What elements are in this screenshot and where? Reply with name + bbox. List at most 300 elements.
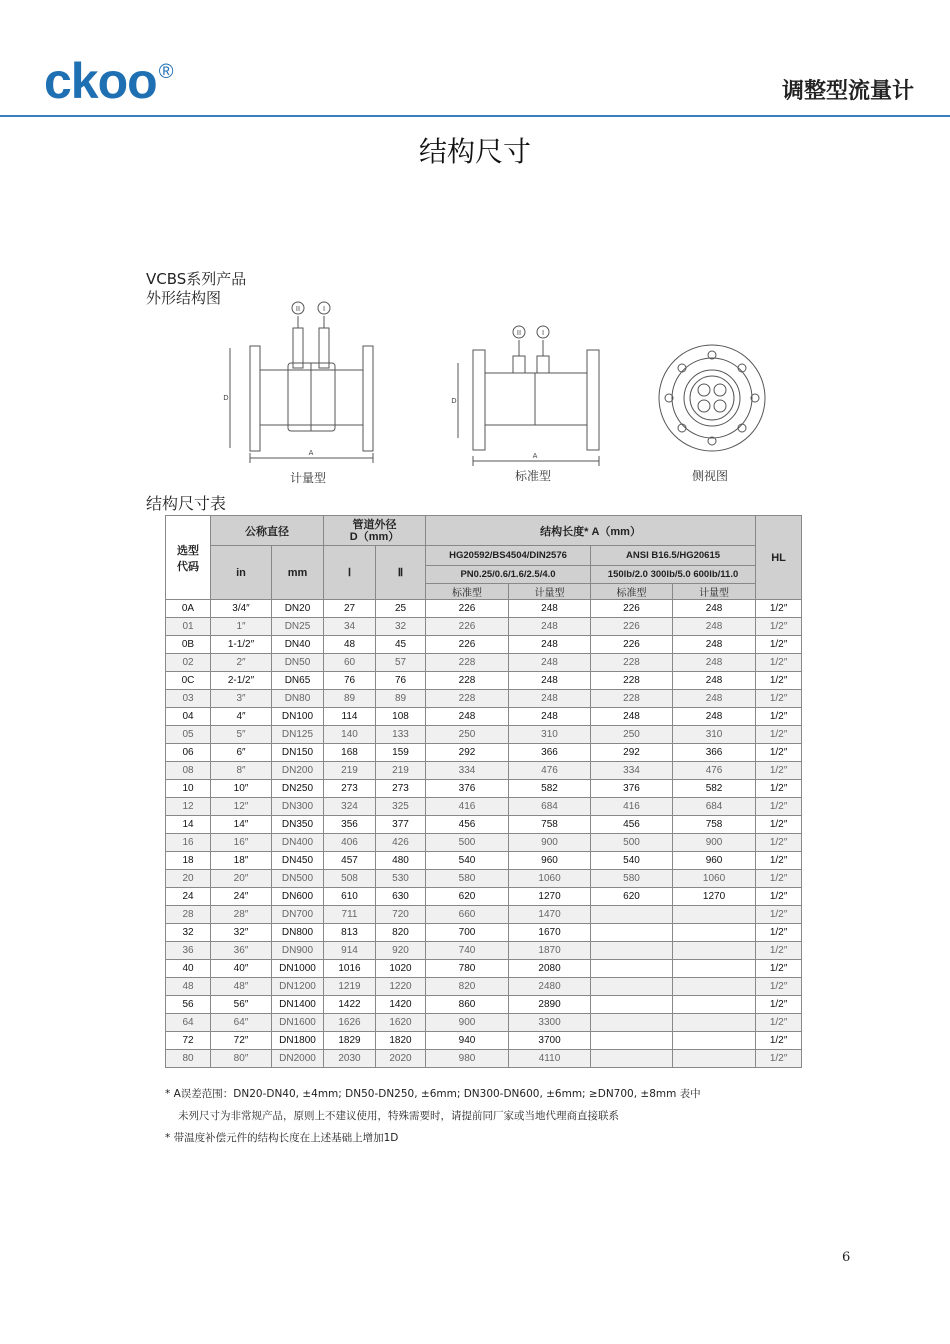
table-row <box>166 960 802 978</box>
cell-std-standard: 780 <box>426 960 509 978</box>
cell-ansi-metering: 960 <box>673 852 756 870</box>
cell-in: 36″ <box>211 942 272 960</box>
cell-in: 40″ <box>211 960 272 978</box>
cell-od-1: 457 <box>324 852 376 870</box>
brand-name: ckoo <box>44 53 157 109</box>
cell-in: 16″ <box>211 834 272 852</box>
cell-code: 06 <box>166 744 211 762</box>
cell-ansi-standard <box>591 978 673 996</box>
cell-std-metering: 476 <box>509 762 591 780</box>
cell-ansi-standard: 248 <box>591 708 673 726</box>
cell-od-2: 1820 <box>376 1032 426 1050</box>
cell-in: 28″ <box>211 906 272 924</box>
table-row <box>166 1032 802 1050</box>
cell-hl: 1/2″ <box>756 762 802 780</box>
cell-mm: DN1400 <box>272 996 324 1014</box>
cell-od-2: 159 <box>376 744 426 762</box>
cell-ansi-standard <box>591 1050 673 1068</box>
cell-std-standard: 456 <box>426 816 509 834</box>
cell-code: 04 <box>166 708 211 726</box>
standard-caption: 标准型 <box>515 469 552 483</box>
standard-type-diagram <box>458 326 599 466</box>
cell-od-1: 60 <box>324 654 376 672</box>
cell-ansi-metering <box>673 960 756 978</box>
cell-ansi-metering: 248 <box>673 600 756 618</box>
cell-ansi-metering: 476 <box>673 762 756 780</box>
cell-ansi-standard: 416 <box>591 798 673 816</box>
cell-ansi-standard: 226 <box>591 636 673 654</box>
note-nonstandard: 未列尺寸为非常规产品，原则上不建议使用，特殊需要时，请提前同厂家或当地代理商直接联系 <box>178 1110 619 1122</box>
cell-hl: 1/2″ <box>756 960 802 978</box>
port-label-i-standard: I <box>541 329 545 337</box>
cell-ansi-metering: 248 <box>673 654 756 672</box>
cell-in: 20″ <box>211 870 272 888</box>
cell-od-2: 32 <box>376 618 426 636</box>
cell-code: 24 <box>166 888 211 906</box>
cell-code: 0B <box>166 636 211 654</box>
cell-od-2: 1420 <box>376 996 426 1014</box>
cell-od-2: 89 <box>376 690 426 708</box>
table-row <box>166 726 802 744</box>
cell-hl: 1/2″ <box>756 654 802 672</box>
cell-std-metering: 1670 <box>509 924 591 942</box>
cell-od-2: 1620 <box>376 1014 426 1032</box>
cell-mm: DN700 <box>272 906 324 924</box>
cell-ansi-standard: 580 <box>591 870 673 888</box>
dimension-table-body <box>166 600 802 1068</box>
header-in: in <box>211 546 272 600</box>
cell-std-standard: 940 <box>426 1032 509 1050</box>
dim-a-metering: A <box>308 449 314 457</box>
cell-od-1: 914 <box>324 942 376 960</box>
cell-od-2: 219 <box>376 762 426 780</box>
structure-diagrams <box>215 298 775 488</box>
cell-in: 2″ <box>211 654 272 672</box>
cell-code: 03 <box>166 690 211 708</box>
cell-od-2: 630 <box>376 888 426 906</box>
cell-od-1: 76 <box>324 672 376 690</box>
cell-std-metering: 582 <box>509 780 591 798</box>
table-row <box>166 924 802 942</box>
cell-od-1: 1422 <box>324 996 376 1014</box>
cell-std-metering: 248 <box>509 600 591 618</box>
cell-std-metering: 366 <box>509 744 591 762</box>
cell-od-2: 720 <box>376 906 426 924</box>
cell-in: 56″ <box>211 996 272 1014</box>
cell-od-2: 76 <box>376 672 426 690</box>
header-metering-2: 计量型 <box>673 584 756 600</box>
cell-std-metering: 310 <box>509 726 591 744</box>
cell-ansi-standard <box>591 942 673 960</box>
cell-code: 10 <box>166 780 211 798</box>
cell-od-1: 140 <box>324 726 376 744</box>
side-view-caption: 侧视图 <box>692 469 729 483</box>
header-hl: HL <box>756 516 802 600</box>
cell-hl: 1/2″ <box>756 672 802 690</box>
cell-in: 18″ <box>211 852 272 870</box>
cell-hl: 1/2″ <box>756 870 802 888</box>
cell-in: 72″ <box>211 1032 272 1050</box>
metering-caption: 计量型 <box>290 471 327 485</box>
cell-std-metering: 248 <box>509 618 591 636</box>
cell-hl: 1/2″ <box>756 978 802 996</box>
cell-ansi-metering: 582 <box>673 780 756 798</box>
cell-code: 40 <box>166 960 211 978</box>
cell-in: 12″ <box>211 798 272 816</box>
cell-std-standard: 226 <box>426 636 509 654</box>
cell-std-metering: 758 <box>509 816 591 834</box>
header-std-group-2: ANSI B16.5/HG20615 <box>591 546 756 566</box>
cell-std-metering: 3300 <box>509 1014 591 1032</box>
cell-mm: DN150 <box>272 744 324 762</box>
cell-od-1: 508 <box>324 870 376 888</box>
header-nominal: 公称直径 <box>211 516 324 546</box>
cell-od-1: 168 <box>324 744 376 762</box>
cell-od-1: 1016 <box>324 960 376 978</box>
cell-std-standard: 620 <box>426 888 509 906</box>
cell-code: 72 <box>166 1032 211 1050</box>
cell-std-standard: 740 <box>426 942 509 960</box>
cell-od-2: 325 <box>376 798 426 816</box>
cell-hl: 1/2″ <box>756 1050 802 1068</box>
cell-mm: DN125 <box>272 726 324 744</box>
header-od-2: Ⅱ <box>376 546 426 600</box>
cell-ansi-metering: 248 <box>673 690 756 708</box>
cell-od-1: 1219 <box>324 978 376 996</box>
header-std-group-2-sub: 150lb/2.0 300lb/5.0 600lb/11.0 <box>591 566 756 584</box>
cell-hl: 1/2″ <box>756 708 802 726</box>
port-label-i-metering: I <box>322 305 326 313</box>
cell-hl: 1/2″ <box>756 618 802 636</box>
cell-od-2: 820 <box>376 924 426 942</box>
registered-mark: ® <box>158 61 173 83</box>
header-standard-2: 标准型 <box>591 584 673 600</box>
header-divider <box>0 115 950 117</box>
cell-std-standard: 376 <box>426 780 509 798</box>
cell-in: 32″ <box>211 924 272 942</box>
cell-mm: DN1800 <box>272 1032 324 1050</box>
header-standard-1: 标准型 <box>426 584 509 600</box>
cell-std-metering: 248 <box>509 690 591 708</box>
cell-mm: DN80 <box>272 690 324 708</box>
cell-std-metering: 1470 <box>509 906 591 924</box>
cell-hl: 1/2″ <box>756 798 802 816</box>
cell-ansi-metering: 1270 <box>673 888 756 906</box>
cell-ansi-metering: 366 <box>673 744 756 762</box>
cell-code: 16 <box>166 834 211 852</box>
cell-std-standard: 580 <box>426 870 509 888</box>
cell-ansi-metering: 758 <box>673 816 756 834</box>
cell-ansi-standard: 228 <box>591 672 673 690</box>
series-line-1: VCBS系列产品 <box>146 270 247 288</box>
cell-hl: 1/2″ <box>756 906 802 924</box>
cell-std-standard: 228 <box>426 654 509 672</box>
cell-mm: DN50 <box>272 654 324 672</box>
cell-std-standard: 226 <box>426 600 509 618</box>
cell-od-1: 406 <box>324 834 376 852</box>
cell-ansi-standard: 226 <box>591 618 673 636</box>
dim-a-standard: A <box>532 452 538 460</box>
cell-in: 14″ <box>211 816 272 834</box>
cell-mm: DN250 <box>272 780 324 798</box>
table-row <box>166 888 802 906</box>
header-std-group-1: HG20592/BS4504/DIN2576 <box>426 546 591 566</box>
cell-mm: DN1600 <box>272 1014 324 1032</box>
cell-od-2: 108 <box>376 708 426 726</box>
cell-ansi-standard <box>591 1032 673 1050</box>
cell-std-standard: 292 <box>426 744 509 762</box>
cell-code: 12 <box>166 798 211 816</box>
cell-hl: 1/2″ <box>756 636 802 654</box>
port-label-ii-metering: II <box>295 305 301 313</box>
cell-std-metering: 1270 <box>509 888 591 906</box>
cell-od-2: 1220 <box>376 978 426 996</box>
table-row <box>166 654 802 672</box>
cell-od-2: 2020 <box>376 1050 426 1068</box>
cell-std-standard: 250 <box>426 726 509 744</box>
cell-od-2: 377 <box>376 816 426 834</box>
cell-ansi-standard: 376 <box>591 780 673 798</box>
cell-ansi-standard: 228 <box>591 654 673 672</box>
cell-ansi-metering: 900 <box>673 834 756 852</box>
cell-code: 48 <box>166 978 211 996</box>
cell-in: 5″ <box>211 726 272 744</box>
cell-ansi-metering <box>673 1014 756 1032</box>
table-row <box>166 708 802 726</box>
cell-ansi-standard: 540 <box>591 852 673 870</box>
header-pipe-od: 管道外径 D（mm） <box>324 516 426 546</box>
cell-mm: DN20 <box>272 600 324 618</box>
cell-std-standard: 226 <box>426 618 509 636</box>
port-label-ii-standard: II <box>516 329 522 337</box>
cell-ansi-standard <box>591 906 673 924</box>
cell-code: 64 <box>166 1014 211 1032</box>
cell-mm: DN1000 <box>272 960 324 978</box>
cell-std-standard: 416 <box>426 798 509 816</box>
cell-ansi-metering <box>673 1032 756 1050</box>
cell-od-1: 27 <box>324 600 376 618</box>
cell-std-standard: 334 <box>426 762 509 780</box>
cell-std-metering: 1870 <box>509 942 591 960</box>
cell-in: 4″ <box>211 708 272 726</box>
table-row <box>166 978 802 996</box>
cell-std-metering: 2890 <box>509 996 591 1014</box>
cell-std-standard: 820 <box>426 978 509 996</box>
cell-ansi-metering <box>673 1050 756 1068</box>
cell-std-metering: 4110 <box>509 1050 591 1068</box>
cell-od-1: 356 <box>324 816 376 834</box>
cell-code: 14 <box>166 816 211 834</box>
cell-mm: DN200 <box>272 762 324 780</box>
cell-ansi-metering: 1060 <box>673 870 756 888</box>
cell-od-2: 133 <box>376 726 426 744</box>
cell-od-1: 813 <box>324 924 376 942</box>
cell-od-2: 426 <box>376 834 426 852</box>
cell-ansi-metering: 248 <box>673 636 756 654</box>
table-row <box>166 690 802 708</box>
cell-std-metering: 248 <box>509 636 591 654</box>
cell-code: 36 <box>166 942 211 960</box>
cell-od-1: 711 <box>324 906 376 924</box>
cell-in: 8″ <box>211 762 272 780</box>
cell-hl: 1/2″ <box>756 942 802 960</box>
cell-od-1: 2030 <box>324 1050 376 1068</box>
cell-ansi-standard: 334 <box>591 762 673 780</box>
header-mm: mm <box>272 546 324 600</box>
table-row <box>166 618 802 636</box>
page-title: 结构尺寸 <box>418 135 531 168</box>
cell-ansi-metering <box>673 924 756 942</box>
cell-std-metering: 900 <box>509 834 591 852</box>
series-line-2: 外形结构图 <box>146 289 222 307</box>
cell-code: 56 <box>166 996 211 1014</box>
cell-std-metering: 684 <box>509 798 591 816</box>
cell-code: 05 <box>166 726 211 744</box>
cell-hl: 1/2″ <box>756 816 802 834</box>
cell-mm: DN40 <box>272 636 324 654</box>
cell-od-1: 610 <box>324 888 376 906</box>
cell-hl: 1/2″ <box>756 924 802 942</box>
cell-hl: 1/2″ <box>756 888 802 906</box>
table-row <box>166 1014 802 1032</box>
cell-std-metering: 2480 <box>509 978 591 996</box>
cell-ansi-standard: 228 <box>591 690 673 708</box>
cell-std-standard: 248 <box>426 708 509 726</box>
cell-od-2: 530 <box>376 870 426 888</box>
table-row <box>166 996 802 1014</box>
cell-std-standard: 700 <box>426 924 509 942</box>
table-row <box>166 942 802 960</box>
cell-code: 01 <box>166 618 211 636</box>
cell-code: 02 <box>166 654 211 672</box>
cell-ansi-metering <box>673 996 756 1014</box>
cell-ansi-standard: 620 <box>591 888 673 906</box>
cell-ansi-standard: 226 <box>591 600 673 618</box>
table-row <box>166 762 802 780</box>
table-row <box>166 870 802 888</box>
cell-code: 80 <box>166 1050 211 1068</box>
cell-hl: 1/2″ <box>756 600 802 618</box>
cell-hl: 1/2″ <box>756 690 802 708</box>
dim-d-metering: D <box>223 394 229 402</box>
cell-std-metering: 248 <box>509 654 591 672</box>
cell-mm: DN400 <box>272 834 324 852</box>
cell-mm: DN800 <box>272 924 324 942</box>
cell-ansi-standard: 292 <box>591 744 673 762</box>
cell-std-standard: 228 <box>426 690 509 708</box>
cell-hl: 1/2″ <box>756 726 802 744</box>
header-length: 结构长度* A（mm） <box>426 516 756 546</box>
cell-std-standard: 500 <box>426 834 509 852</box>
cell-hl: 1/2″ <box>756 1014 802 1032</box>
header-od-1: Ⅰ <box>324 546 376 600</box>
cell-ansi-metering <box>673 906 756 924</box>
cell-in: 80″ <box>211 1050 272 1068</box>
cell-code: 0A <box>166 600 211 618</box>
cell-std-metering: 248 <box>509 708 591 726</box>
cell-code: 18 <box>166 852 211 870</box>
cell-od-2: 480 <box>376 852 426 870</box>
cell-od-1: 34 <box>324 618 376 636</box>
cell-in: 1″ <box>211 618 272 636</box>
note-temperature: * 带温度补偿元件的结构长度在上述基础上增加1D <box>165 1132 399 1144</box>
cell-od-1: 48 <box>324 636 376 654</box>
table-row <box>166 852 802 870</box>
cell-od-1: 219 <box>324 762 376 780</box>
cell-ansi-metering: 248 <box>673 672 756 690</box>
cell-ansi-metering: 248 <box>673 708 756 726</box>
cell-code: 20 <box>166 870 211 888</box>
header-code: 选型 代码 <box>166 516 211 600</box>
cell-od-1: 273 <box>324 780 376 798</box>
cell-od-1: 1626 <box>324 1014 376 1032</box>
cell-mm: DN65 <box>272 672 324 690</box>
cell-in: 24″ <box>211 888 272 906</box>
cell-std-standard: 228 <box>426 672 509 690</box>
table-row <box>166 636 802 654</box>
cell-code: 32 <box>166 924 211 942</box>
cell-ansi-standard: 500 <box>591 834 673 852</box>
cell-mm: DN350 <box>272 816 324 834</box>
cell-od-2: 57 <box>376 654 426 672</box>
cell-od-1: 89 <box>324 690 376 708</box>
cell-od-2: 920 <box>376 942 426 960</box>
cell-mm: DN1200 <box>272 978 324 996</box>
cell-od-2: 25 <box>376 600 426 618</box>
cell-od-1: 1829 <box>324 1032 376 1050</box>
dimension-table <box>165 515 802 1068</box>
note-tolerance: * A误差范围：DN20-DN40, ±4mm; DN50-DN250, ±6mm; DN300-DN600, ±6mm; ≥DN700, ±8mm 表中 <box>165 1088 701 1100</box>
table-row <box>166 1050 802 1068</box>
cell-std-standard: 980 <box>426 1050 509 1068</box>
cell-ansi-metering: 684 <box>673 798 756 816</box>
cell-od-2: 45 <box>376 636 426 654</box>
cell-mm: DN600 <box>272 888 324 906</box>
table-row <box>166 744 802 762</box>
cell-hl: 1/2″ <box>756 744 802 762</box>
document-title: 调整型流量计 <box>781 79 914 104</box>
cell-code: 28 <box>166 906 211 924</box>
cell-mm: DN450 <box>272 852 324 870</box>
notes <box>165 1083 701 1149</box>
cell-std-metering: 1060 <box>509 870 591 888</box>
cell-mm: DN25 <box>272 618 324 636</box>
cell-hl: 1/2″ <box>756 996 802 1014</box>
cell-in: 3/4″ <box>211 600 272 618</box>
brand-logo <box>44 53 173 109</box>
cell-od-1: 114 <box>324 708 376 726</box>
table-row <box>166 906 802 924</box>
cell-ansi-metering <box>673 978 756 996</box>
cell-ansi-metering <box>673 942 756 960</box>
cell-code: 0C <box>166 672 211 690</box>
dim-d-standard: D <box>451 397 457 405</box>
cell-od-2: 273 <box>376 780 426 798</box>
cell-ansi-metering: 310 <box>673 726 756 744</box>
cell-in: 48″ <box>211 978 272 996</box>
cell-mm: DN2000 <box>272 1050 324 1068</box>
table-row <box>166 834 802 852</box>
cell-ansi-standard <box>591 960 673 978</box>
table-row <box>166 780 802 798</box>
cell-in: 2-1/2″ <box>211 672 272 690</box>
cell-std-standard: 860 <box>426 996 509 1014</box>
table-row <box>166 798 802 816</box>
cell-std-standard: 540 <box>426 852 509 870</box>
cell-od-2: 1020 <box>376 960 426 978</box>
cell-in: 6″ <box>211 744 272 762</box>
header-metering-1: 计量型 <box>509 584 591 600</box>
